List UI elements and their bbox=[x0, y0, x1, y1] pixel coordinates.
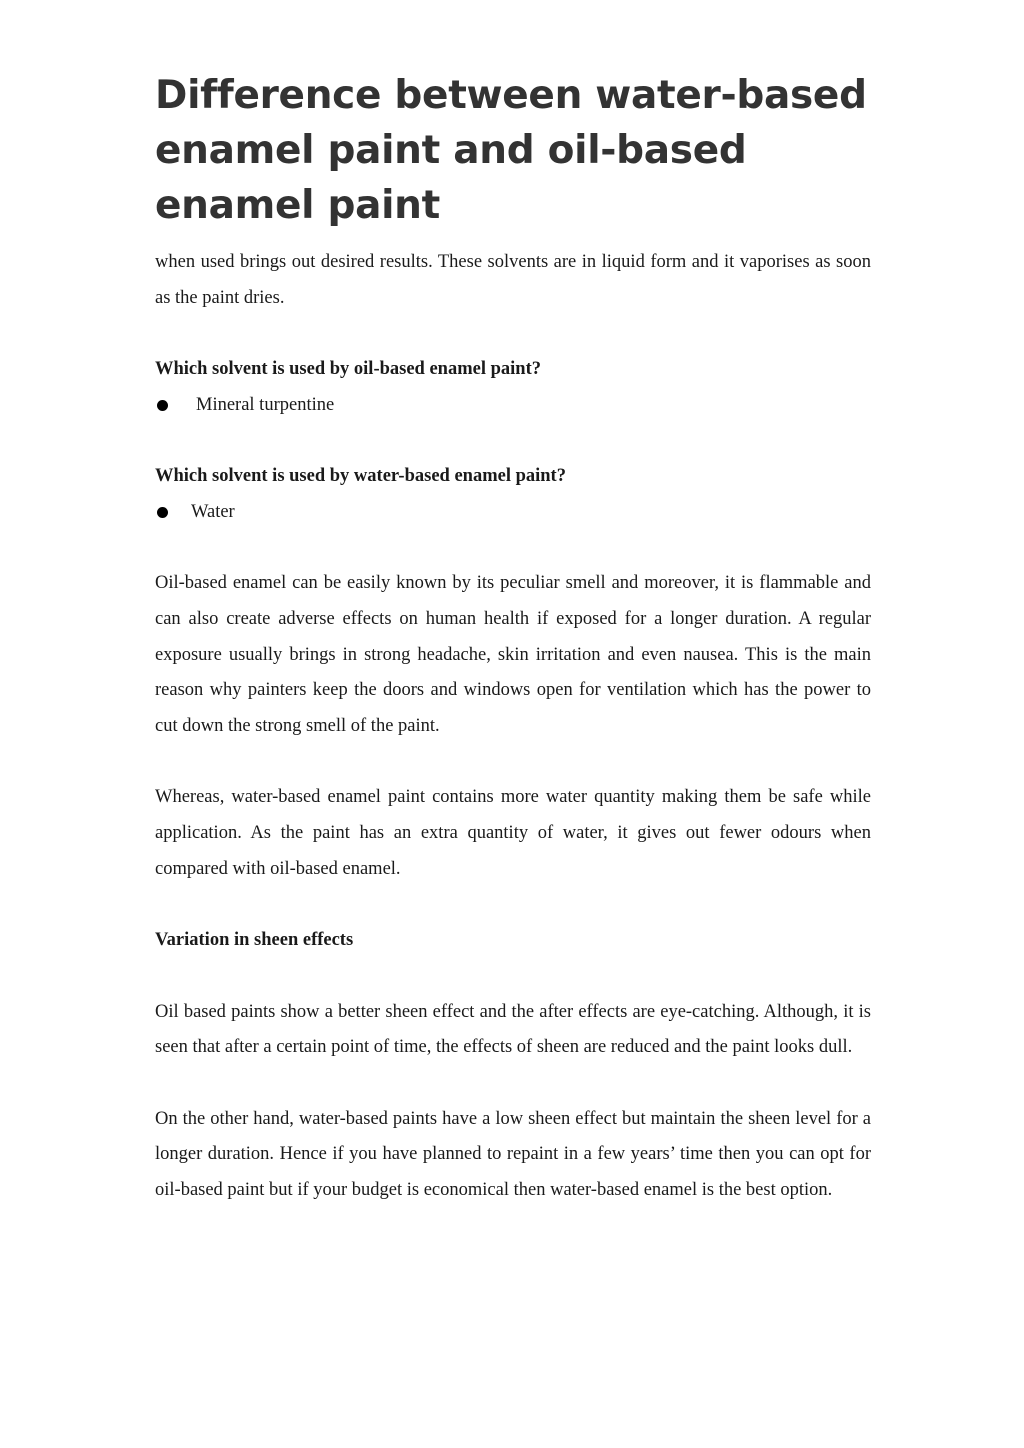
spacer bbox=[155, 424, 871, 460]
oil-smell-paragraph: Oil-based enamel can be easily known by its peculiar smell and moreover, it is flammable and can also create adverse effects on human health if exposed for a longer duration. A regular exposure usually brings in strong headache, skin irritation and even nausea. This is the main reason why painters keep the doors and windows open for ventilation which has the power to cut down the strong smell of the paint. bbox=[155, 573, 871, 737]
sheen-water-paragraph: On the other hand, water-based paints have a low sheen effect but maintain the sheen level for a longer duration. Hence if you have planned to repaint in a few years’ time then you can opt for oil-based paint but if your budget is economical then water-based enamel is the best option. bbox=[155, 1108, 871, 1201]
intro-paragraph: when used brings out desired results. These solvents are in liquid form and it vaporises as soon as the paint dries. bbox=[155, 252, 871, 308]
list-item bbox=[155, 388, 871, 424]
water-smell-paragraph: Whereas, water-based enamel paint contains more water quantity making them be safe while application. As the paint has an extra quantity of water, it gives out fewer odours when compared with oil-based enamel. bbox=[155, 787, 871, 879]
spacer bbox=[155, 1066, 871, 1102]
oil-solvent-question: Which solvent is used by oil-based enamel paint? bbox=[155, 359, 541, 380]
sheen-heading: Variation in sheen effects bbox=[155, 930, 354, 951]
bullet-icon bbox=[157, 400, 168, 411]
oil-solvent-answer: Mineral turpentine bbox=[196, 394, 335, 415]
spacer bbox=[155, 959, 871, 995]
spacer bbox=[155, 316, 871, 352]
list-item bbox=[155, 495, 871, 531]
water-solvent-question: Which solvent is used by water-based enamel paint? bbox=[155, 466, 566, 487]
water-solvent-answer: Water bbox=[191, 501, 235, 522]
sheen-oil-paragraph: Oil based paints show a better sheen effect and the after effects are eye-catching. Although, it is seen that after a certain point of time, the effects of sheen are reduced and the paint looks dull. bbox=[155, 1001, 871, 1058]
page-title: Difference between water-based enamel paint and oil-based enamel paint bbox=[155, 73, 867, 228]
spacer bbox=[155, 531, 871, 567]
bullet-icon bbox=[157, 507, 168, 518]
spacer bbox=[155, 888, 871, 924]
spacer bbox=[155, 745, 871, 781]
document-page bbox=[155, 68, 871, 1209]
